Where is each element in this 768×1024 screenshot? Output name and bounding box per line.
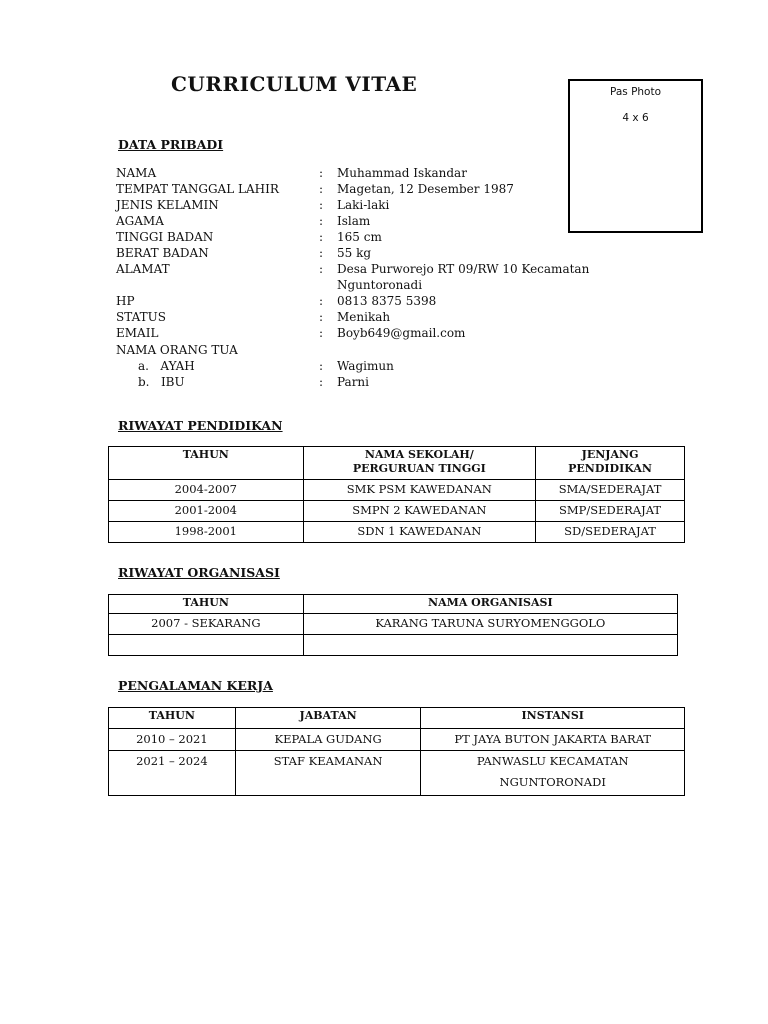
column-header: NAMA SEKOLAH/ PERGURUAN TINGGI (303, 447, 536, 480)
table-cell: SDN 1 KAWEDANAN (303, 522, 536, 543)
separator: : (319, 230, 324, 244)
table-cell: 2010 – 2021 (109, 729, 236, 751)
work-experience-table (108, 707, 685, 796)
table-cell: 2001-2004 (109, 501, 304, 522)
separator: : (319, 262, 324, 276)
value-tinggi: 165 cm (337, 230, 382, 244)
separator: : (319, 326, 324, 340)
photo-label: Pas Photo (609, 86, 662, 98)
column-header: TAHUN (109, 708, 236, 729)
value-alamat-line2: Nguntoronadi (337, 278, 423, 292)
column-header: INSTANSI (421, 708, 685, 729)
column-header: JENJANG PENDIDIKAN (536, 447, 685, 480)
value-alamat: Desa Purworejo RT 09/RW 10 Kecamatan (337, 262, 590, 276)
table-cell: KARANG TARUNA SURYOMENGGOLO (303, 614, 677, 635)
table-cell: PANWASLU KECAMATAN NGUNTORONADI (421, 751, 685, 796)
table-cell: SMK PSM KAWEDANAN (303, 480, 536, 501)
label-orang-tua: NAMA ORANG TUA (116, 343, 238, 357)
column-header: NAMA ORGANISASI (303, 595, 677, 614)
value-berat: 55 kg (337, 246, 372, 260)
separator: : (319, 214, 324, 228)
label-agama: AGAMA (116, 214, 164, 228)
table-cell: SMA/SEDERAJAT (536, 480, 685, 501)
table-cell: PT JAYA BUTON JAKARTA BARAT (421, 729, 685, 751)
label-email: EMAIL (116, 326, 159, 340)
value-ttl: Magetan, 12 Desember 1987 (337, 182, 514, 196)
table-cell: SMPN 2 KAWEDANAN (303, 501, 536, 522)
separator: : (319, 359, 324, 373)
value-jenis-kelamin: Laki-laki (337, 198, 390, 212)
column-header: TAHUN (109, 447, 304, 480)
column-header: TAHUN (109, 595, 304, 614)
table-cell: 1998-2001 (109, 522, 304, 543)
label-nama: NAMA (116, 166, 157, 180)
photo-placeholder (568, 79, 703, 233)
section-heading-kerja: PENGALAMAN KERJA (118, 678, 273, 693)
table-cell: SMP/SEDERAJAT (536, 501, 685, 522)
table-cell: 2021 – 2024 (109, 751, 236, 796)
value-nama: Muhammad Iskandar (337, 166, 467, 180)
table-cell (303, 635, 677, 656)
label-alamat: ALAMAT (116, 262, 170, 276)
table-header-row (109, 708, 685, 729)
education-table (108, 446, 685, 543)
value-ayah: Wagimun (337, 359, 394, 373)
table-cell: KEPALA GUDANG (235, 729, 421, 751)
organization-table (108, 594, 678, 656)
section-heading-organisasi: RIWAYAT ORGANISASI (118, 565, 280, 580)
table-cell: 2007 - SEKARANG (109, 614, 304, 635)
page-title: CURRICULUM VITAE (171, 72, 418, 96)
value-status: Menikah (337, 310, 391, 324)
value-ibu: Parni (337, 375, 369, 389)
table-row (109, 522, 685, 543)
table-row (109, 614, 678, 635)
section-heading-pendidikan: RIWAYAT PENDIDIKAN (118, 418, 283, 433)
table-row (109, 751, 685, 796)
value-email: Boyb649@gmail.com (337, 326, 466, 340)
separator: : (319, 166, 324, 180)
label-berat: BERAT BADAN (116, 246, 209, 260)
separator: : (319, 246, 324, 260)
separator: : (319, 294, 324, 308)
table-row (109, 729, 685, 751)
label-ttl: TEMPAT TANGGAL LAHIR (116, 182, 279, 196)
label-hp: HP (116, 294, 135, 308)
value-hp: 0813 8375 5398 (337, 294, 437, 308)
label-ibu: b. IBU (138, 375, 185, 389)
table-row (109, 635, 678, 656)
separator: : (319, 310, 324, 324)
table-row (109, 501, 685, 522)
table-cell: 2004-2007 (109, 480, 304, 501)
table-row (109, 480, 685, 501)
section-heading-data-pribadi: DATA PRIBADI (118, 137, 224, 152)
label-jenis-kelamin: JENIS KELAMIN (116, 198, 219, 212)
separator: : (319, 182, 324, 196)
table-cell: SD/SEDERAJAT (536, 522, 685, 543)
label-tinggi: TINGGI BADAN (116, 230, 214, 244)
table-cell (109, 635, 304, 656)
label-ayah: a. AYAH (138, 359, 195, 373)
table-header-row (109, 595, 678, 614)
separator: : (319, 375, 324, 389)
separator: : (319, 198, 324, 212)
table-header-row (109, 447, 685, 480)
photo-size: 4 x 6 (622, 112, 649, 124)
table-cell: STAF KEAMANAN (235, 751, 421, 796)
column-header: JABATAN (235, 708, 421, 729)
label-status: STATUS (116, 310, 166, 324)
value-agama: Islam (337, 214, 371, 228)
